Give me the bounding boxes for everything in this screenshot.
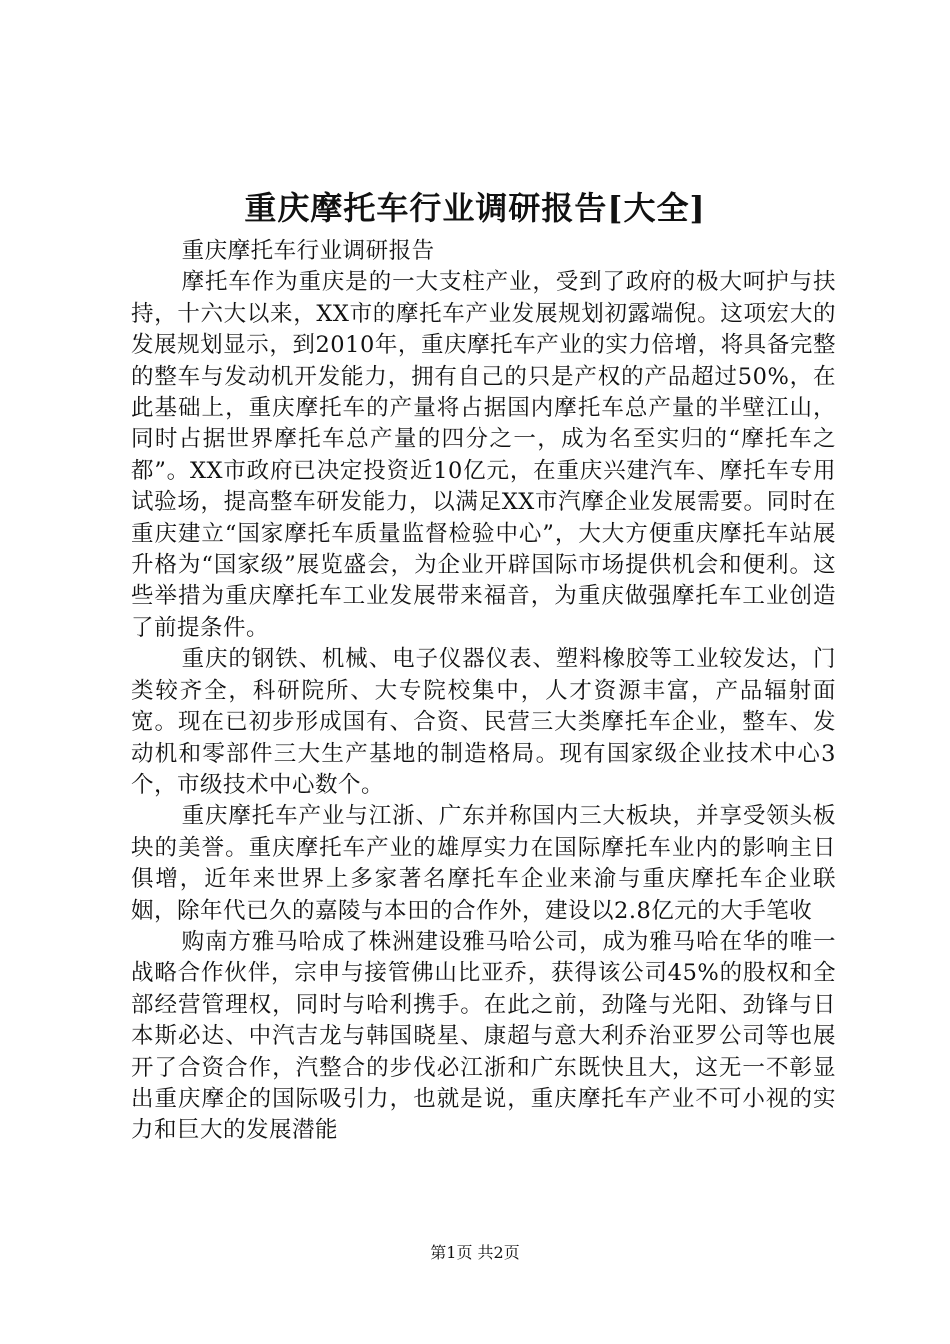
document-body [131,236,836,1147]
document-title: 重庆摩托车行业调研报告[大全] [244,189,706,227]
body-paragraph: 购南方雅马哈成了株洲建设雅马哈公司，成为雅马哈在华的唯一战略合作伙伴，宗申与接管佛山比亚乔，获得该公司45%的股权和全部经营管理权，同时与哈利携手。在此之前，劲隆与光阳、劲锋与日本斯必达、中汽吉龙与韩国晓星、康超与意大利乔治亚罗公司等也展开了合资合作，汽整合的步伐必江浙和广东既快且大，这无一不彰显出重庆摩企的国际吸引力，也就是说，重庆摩托车产业不可小视的实力和巨大的发展潜能 [131,928,836,1144]
body-paragraph: 重庆摩托车产业与江浙、广东并称国内三大板块，并享受领头板块的美誉。重庆摩托车产业的雄厚实力在国际摩托车业内的影响主日俱增，近年来世界上多家著名摩托车企业来渝与重庆摩托车企业联姻，除年代已久的嘉陵与本田的合作外，建设以2.8亿元的大手笔收 [131,803,836,924]
subtitle-paragraph: 重庆摩托车行业调研报告 [181,238,435,264]
body-paragraph: 摩托车作为重庆是的一大支柱产业，受到了政府的极大呵护与扶持，十六大以来，XX市的摩托车产业发展规划初露端倪。这项宏大的发展规划显示，到2010年，重庆摩托车产业的实力倍增，将具备完整的整车与发动机开发能力，拥有自己的只是产权的产品超过50%，在此基础上，重庆摩托车的产量将占据国内摩托车总产量的半壁江山，同时占据世界摩托车总产量的四分之一，成为名至实归的“摩托车之都”。XX市政府已决定投资近10亿元，在重庆兴建汽车、摩托车专用试验场，提高整车研发能力，以满足XX市汽摩企业发展需要。同时在重庆建立“国家摩托车质量监督检验中心”，大大方便重庆摩托车站展升格为“国家级”展览盛会，为企业开辟国际市场提供机会和便利。这些举措为重庆摩托车工业发展带来福音，为重庆做强摩托车工业创造了前提条件。 [131,269,836,641]
page-number-footer: 第1页 共2页 [430,1243,520,1262]
body-paragraph: 重庆的钢铁、机械、电子仪器仪表、塑料橡胶等工业较发达，门类较齐全，科研院所、大专院校集中，人才资源丰富，产品辐射面宽。现在已初步形成国有、合资、民营三大类摩托车企业，整车、发动机和零部件三大生产基地的制造格局。现有国家级企业技术中心3个，市级技术中心数个。 [131,646,836,798]
